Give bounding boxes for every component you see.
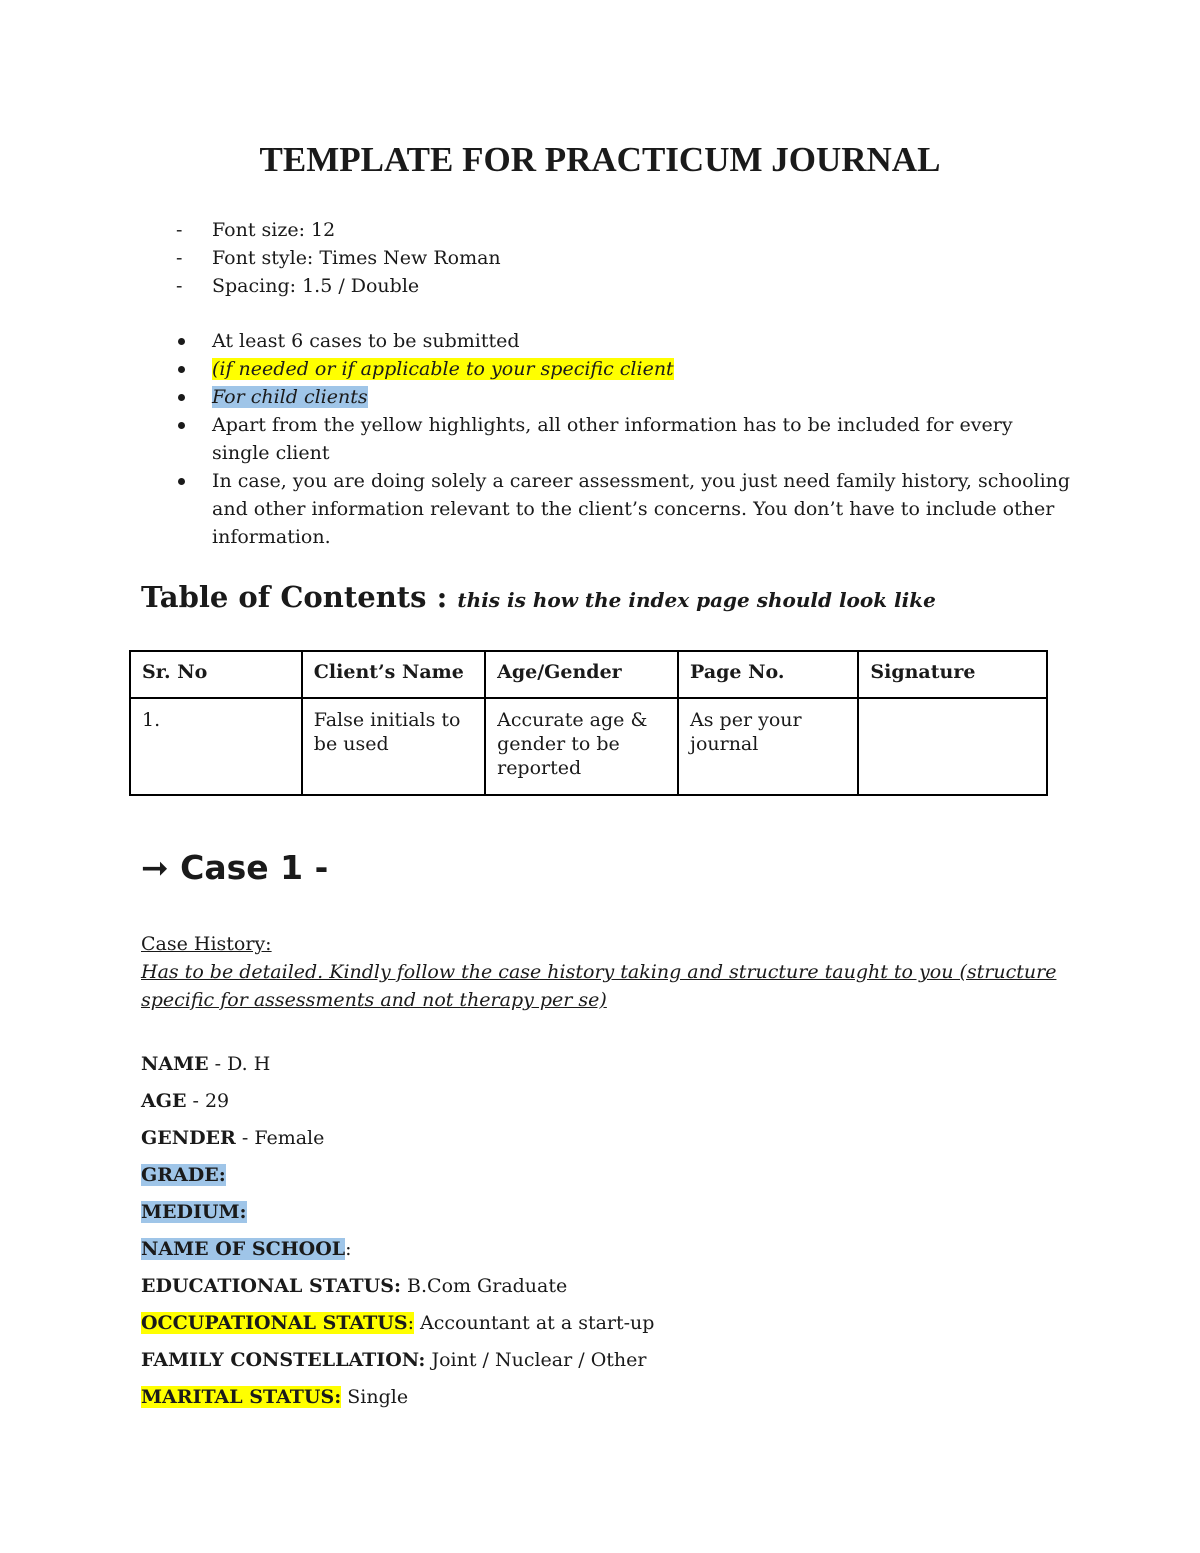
field-colon: : [407, 1312, 414, 1334]
instruction-if-applicable [176, 355, 1076, 383]
case-history-label: Case History: [141, 933, 272, 955]
cell-sr-no: 1. [130, 698, 302, 795]
instruction-text-blue-highlight: For child clients [212, 386, 368, 408]
field-label: MEDIUM: [141, 1201, 247, 1223]
cell-client-name: False initials to be used [302, 698, 485, 795]
toc-subheading: this is how the index page should look like [457, 588, 936, 612]
field-label: NAME OF SCHOOL [141, 1238, 346, 1260]
field-colon: : [345, 1238, 352, 1260]
field-school [141, 1235, 654, 1272]
col-header-age-gender: Age/Gender [485, 651, 678, 698]
field-family [141, 1346, 654, 1383]
field-label: FAMILY CONSTELLATION: [141, 1349, 426, 1371]
col-header-signature: Signature [858, 651, 1047, 698]
field-label: AGE [141, 1090, 187, 1112]
field-label: MARITAL STATUS: [141, 1386, 342, 1408]
field-value: - Female [235, 1127, 325, 1149]
field-name [141, 1050, 654, 1087]
field-value: B.Com Graduate [400, 1275, 568, 1297]
field-label: OCCUPATIONAL STATUS [141, 1312, 408, 1334]
field-gender [141, 1124, 654, 1161]
field-occupation [141, 1309, 654, 1346]
cell-signature [858, 698, 1047, 795]
instructions-list [176, 327, 1076, 551]
case-heading: ➞ Case 1 - [141, 848, 329, 887]
client-details [141, 1050, 654, 1420]
format-item-font-size: - Font size: 12 [176, 216, 501, 244]
field-label: EDUCATIONAL STATUS: [141, 1275, 401, 1297]
cell-page-no: As per your journal [678, 698, 858, 795]
toc-table [129, 650, 1048, 796]
field-label: GENDER [141, 1127, 236, 1149]
field-label: GRADE: [141, 1164, 226, 1186]
field-grade [141, 1161, 654, 1198]
instruction-text-yellow-highlight: (if needed or if applicable to your specific client [212, 358, 674, 380]
field-value: - 29 [186, 1090, 230, 1112]
table-row [130, 698, 1047, 795]
instruction-include-all [176, 411, 1076, 467]
field-marital [141, 1383, 654, 1420]
toc-header-row [130, 651, 1047, 698]
col-header-page-no: Page No. [678, 651, 858, 698]
field-value: Joint / Nuclear / Other [425, 1349, 647, 1371]
format-item-font-style: - Font style: Times New Roman [176, 244, 501, 272]
instruction-child-clients [176, 383, 1076, 411]
field-value: - D. H [208, 1053, 271, 1075]
field-age [141, 1087, 654, 1124]
format-requirements-list [176, 216, 501, 300]
case-history-block [141, 930, 1071, 1014]
instruction-text: Apart from the yellow highlights, all other information has to be included for every single client [212, 414, 1013, 464]
instruction-text: In case, you are doing solely a career assessment, you just need family history, schooling and other information relevant to the client’s concerns. You don’t have to include other information. [212, 470, 1071, 548]
field-label: NAME [141, 1053, 209, 1075]
instruction-text: At least 6 cases to be submitted [212, 330, 520, 352]
field-value: Single [341, 1386, 409, 1408]
case-history-instructions: Has to be detailed. Kindly follow the case history taking and structure taught to you (structure specific for assessments and not therapy per se) [141, 961, 1057, 1011]
document-title: TEMPLATE FOR PRACTICUM JOURNAL [259, 140, 941, 179]
toc-heading-text: Table of Contents : [141, 580, 458, 614]
cell-age-gender: Accurate age & gender to be reported [485, 698, 678, 795]
instruction-career-assessment [176, 467, 1076, 551]
col-header-sr-no: Sr. No [130, 651, 302, 698]
field-education [141, 1272, 654, 1309]
field-value: Accountant at a start-up [414, 1312, 655, 1334]
instruction-min-cases [176, 327, 1076, 355]
field-medium [141, 1198, 654, 1235]
format-item-spacing: - Spacing: 1.5 / Double [176, 272, 501, 300]
toc-heading [141, 580, 936, 614]
col-header-client-name: Client’s Name [302, 651, 485, 698]
